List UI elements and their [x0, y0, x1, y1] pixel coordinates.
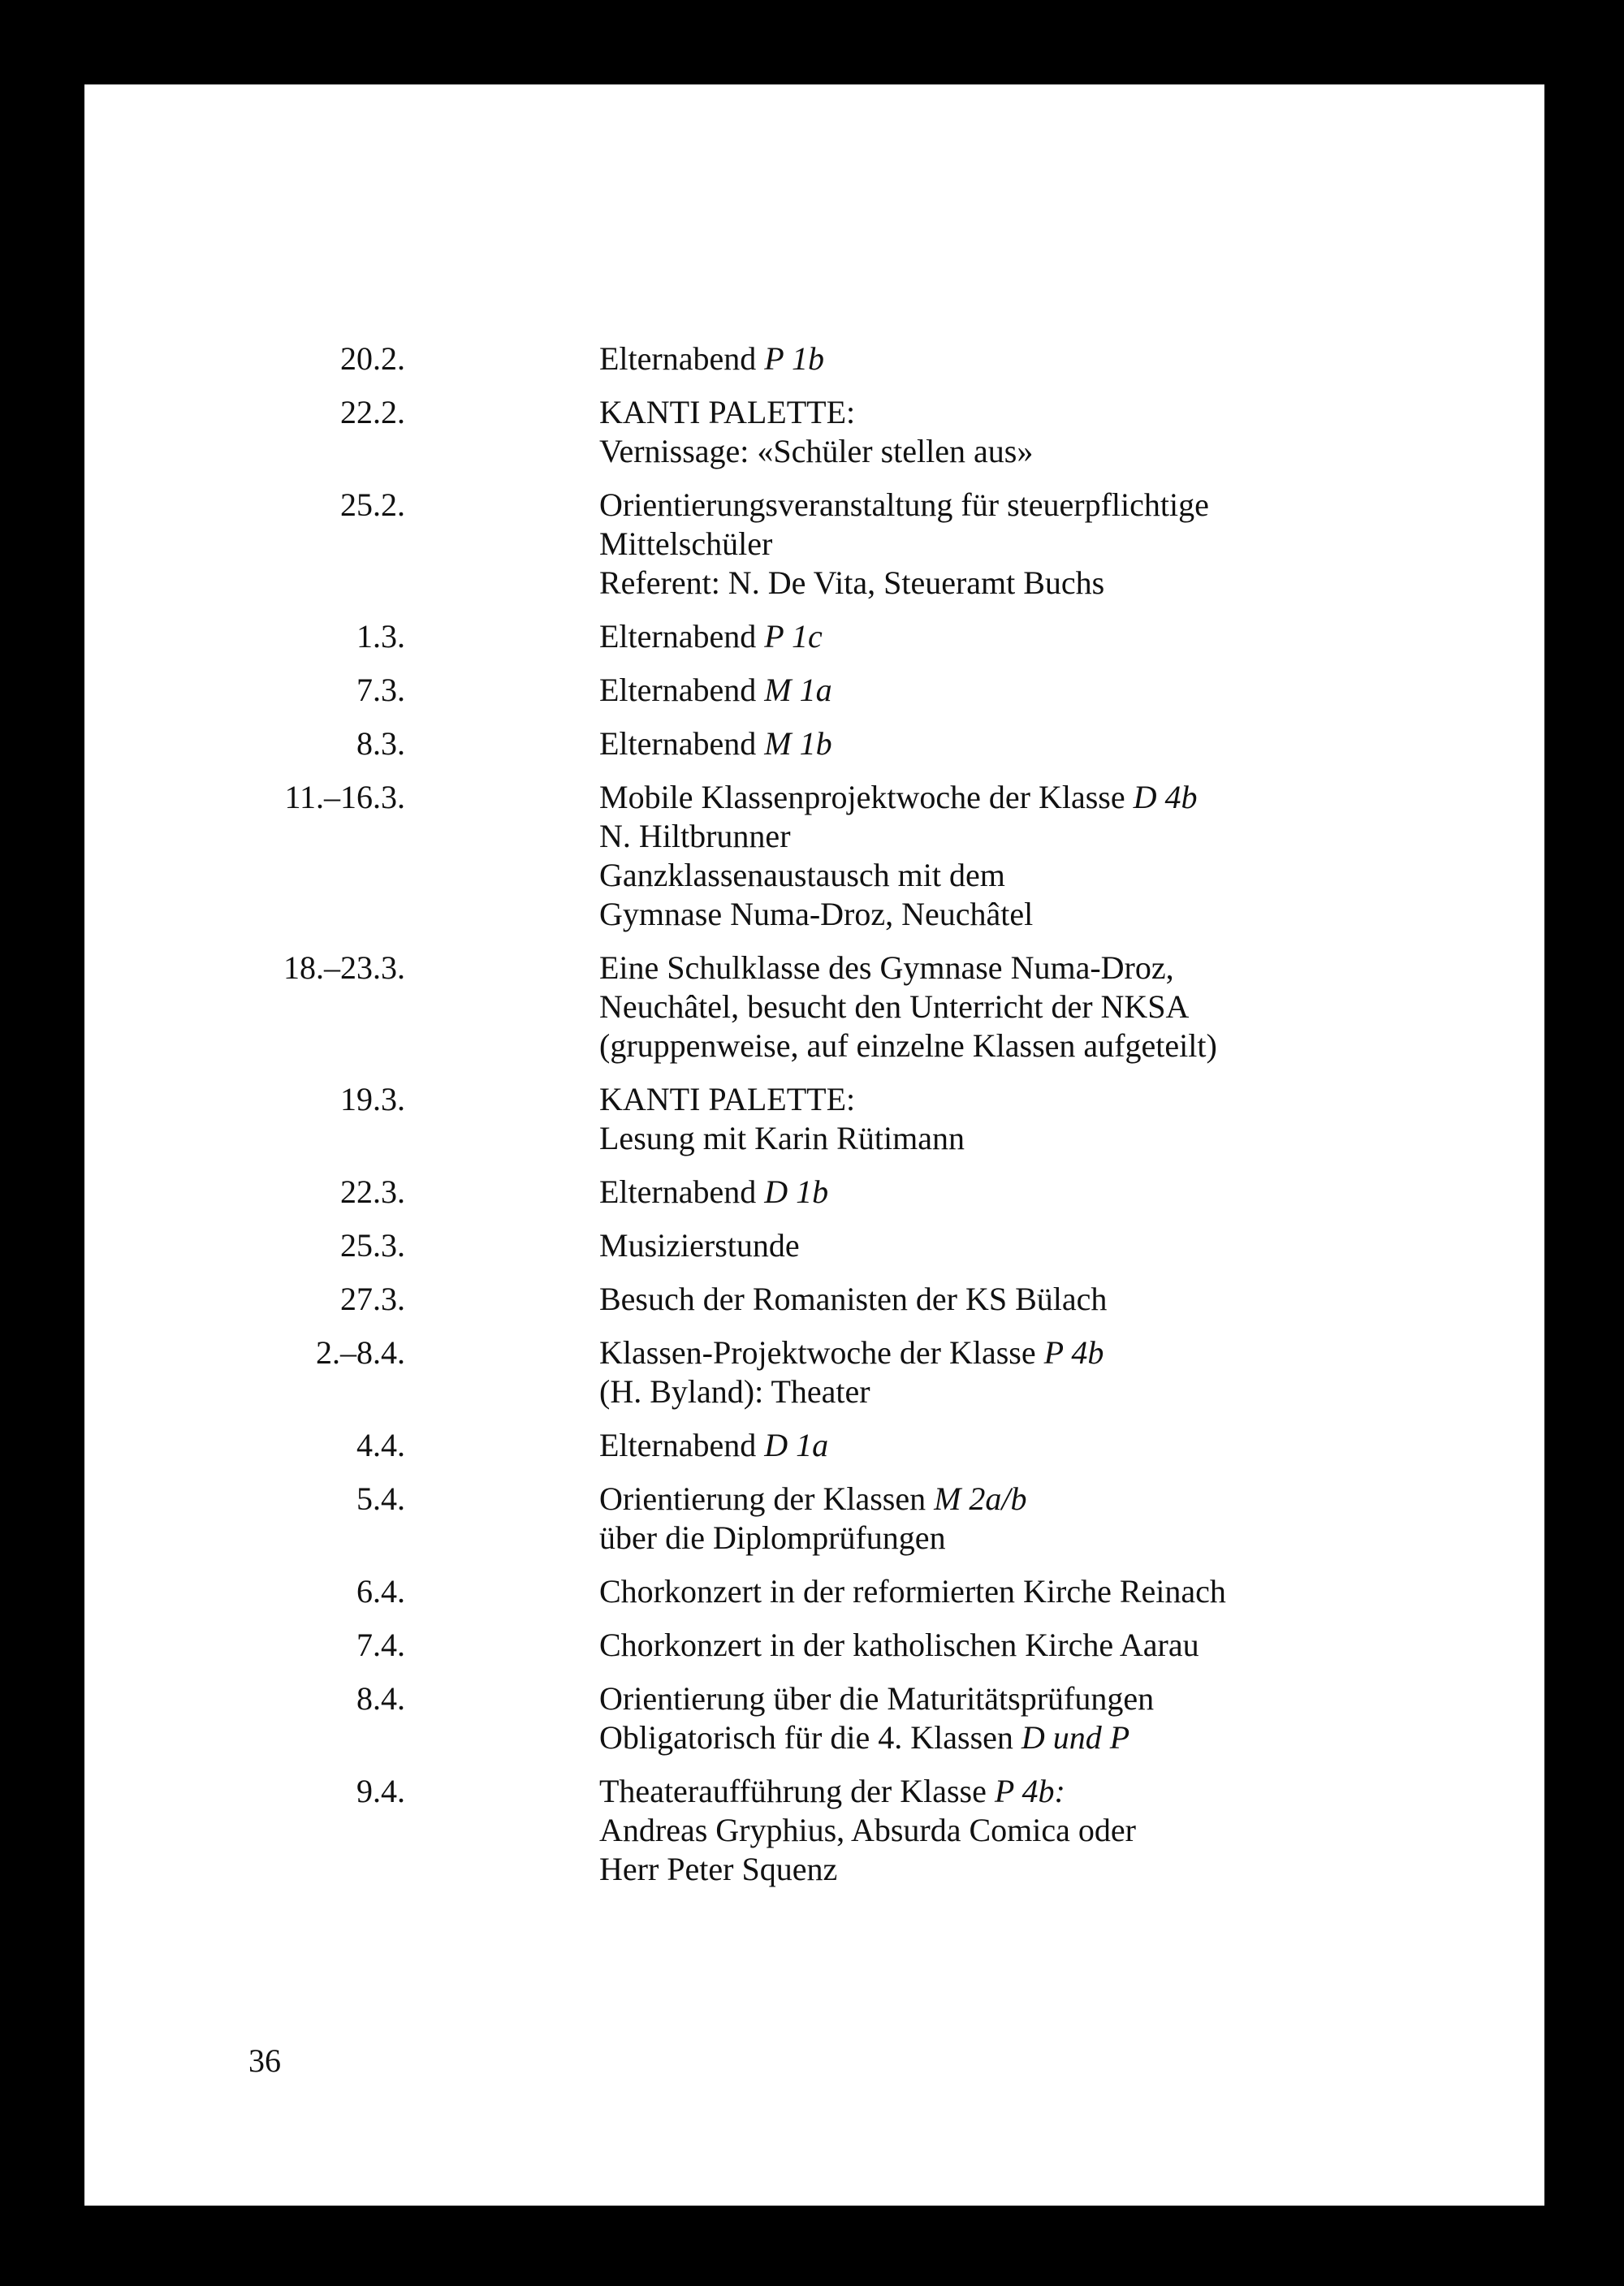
description-text: (H. Byland): Theater: [599, 1373, 870, 1410]
description-line: [599, 949, 1544, 987]
description-text: (gruppenweise, auf einzelne Klassen aufgeteilt): [599, 1027, 1217, 1064]
class-designation: P 1c: [764, 618, 823, 655]
entry-description: [599, 724, 1544, 763]
description-line: [599, 339, 1544, 378]
entry-description: [599, 1772, 1544, 1889]
entry-date: 19.3.: [340, 1081, 405, 1117]
entry-date: 20.2.: [340, 340, 405, 377]
description-line: [599, 1372, 1544, 1411]
description-text: N. Hiltbrunner: [599, 818, 791, 854]
schedule-entry: [84, 1572, 1544, 1611]
entry-description: [599, 778, 1544, 934]
description-line: [599, 486, 1544, 525]
schedule-entry: [84, 1626, 1544, 1665]
description-line: [599, 987, 1544, 1026]
event-schedule: [84, 339, 1544, 1904]
schedule-entry: [84, 1173, 1544, 1212]
entry-date: 1.3.: [356, 618, 405, 655]
description-text: Eine Schulklasse des Gymnase Numa-Droz,: [599, 949, 1174, 986]
description-text: Gymnase Numa-Droz, Neuchâtel: [599, 896, 1034, 932]
entry-description: [599, 1679, 1544, 1757]
schedule-entry: [84, 486, 1544, 603]
description-text: Elternabend: [599, 618, 765, 655]
description-line: [599, 393, 1544, 432]
entry-description: [599, 339, 1544, 378]
entry-description: [599, 1480, 1544, 1558]
description-text: Ganzklassenaustausch mit dem: [599, 857, 1005, 893]
entry-description: [599, 1226, 1544, 1265]
description-text: Theateraufführung der Klasse: [599, 1773, 995, 1809]
entry-date: 27.3.: [340, 1281, 405, 1317]
schedule-entry: [84, 339, 1544, 378]
schedule-entry: [84, 1426, 1544, 1465]
entry-date: 6.4.: [356, 1573, 405, 1610]
description-line: [599, 1173, 1544, 1212]
schedule-entry: [84, 1280, 1544, 1319]
description-line: [599, 1718, 1544, 1757]
entry-description: [599, 1333, 1544, 1411]
entry-description: [599, 1426, 1544, 1465]
class-designation: M 1b: [764, 725, 832, 762]
entry-description: [599, 671, 1544, 710]
description-line: [599, 778, 1544, 817]
entry-date: 4.4.: [356, 1427, 405, 1463]
description-text: Herr Peter Squenz: [599, 1851, 838, 1887]
entry-date: 25.3.: [340, 1227, 405, 1264]
entry-description: [599, 949, 1544, 1065]
description-line: [599, 1626, 1544, 1665]
entry-description: [599, 1080, 1544, 1158]
schedule-entry: [84, 617, 1544, 656]
description-text: Vernissage: «Schüler stellen aus»: [599, 433, 1034, 469]
description-line: [599, 1333, 1544, 1372]
description-line: [599, 1811, 1544, 1850]
schedule-entry: [84, 671, 1544, 710]
description-line: [599, 1679, 1544, 1718]
description-line: [599, 1026, 1544, 1065]
entry-date: 8.3.: [356, 725, 405, 762]
class-designation: M 1a: [764, 672, 832, 708]
description-text: über die Diplomprüfungen: [599, 1519, 946, 1556]
description-line: [599, 817, 1544, 856]
description-text: Obligatorisch für die 4. Klassen: [599, 1719, 1021, 1756]
description-line: [599, 1772, 1544, 1811]
description-line: [599, 1226, 1544, 1265]
description-text: Referent: N. De Vita, Steueramt Buchs: [599, 564, 1105, 601]
description-line: [599, 1572, 1544, 1611]
description-line: [599, 1519, 1544, 1558]
entry-date: 11.–16.3.: [284, 779, 405, 815]
entry-description: [599, 1572, 1544, 1611]
description-text: Mittelschüler: [599, 525, 773, 562]
document-page: [84, 84, 1544, 2206]
description-text: Orientierung der Klassen: [599, 1480, 935, 1517]
entry-date: 25.2.: [340, 486, 405, 523]
class-designation: P 4b:: [994, 1773, 1065, 1809]
schedule-entry: [84, 1333, 1544, 1411]
schedule-entry: [84, 1679, 1544, 1757]
description-text: Lesung mit Karin Rütimann: [599, 1120, 965, 1156]
schedule-entry: [84, 1226, 1544, 1265]
description-text: Neuchâtel, besucht den Unterricht der NKSA: [599, 988, 1190, 1025]
entry-date: 2.–8.4.: [316, 1334, 405, 1371]
description-line: [599, 724, 1544, 763]
entry-date: 18.–23.3.: [283, 949, 405, 986]
description-line: [599, 1850, 1544, 1889]
description-text: Orientierungsveranstaltung für steuerpflichtige: [599, 486, 1209, 523]
entry-description: [599, 1626, 1544, 1665]
entry-description: [599, 486, 1544, 603]
class-designation: M 2a/b: [934, 1480, 1027, 1517]
class-designation: P 1b: [764, 340, 824, 377]
description-text: Chorkonzert in der katholischen Kirche Aarau: [599, 1627, 1199, 1663]
schedule-entry: [84, 393, 1544, 471]
entry-description: [599, 617, 1544, 656]
description-text: KANTI PALETTE:: [599, 1081, 856, 1117]
description-line: [599, 1080, 1544, 1119]
description-text: Andreas Gryphius, Absurda Comica oder: [599, 1812, 1136, 1848]
description-text: KANTI PALETTE:: [599, 394, 856, 430]
description-text: Elternabend: [599, 725, 765, 762]
description-text: Mobile Klassenprojektwoche der Klasse: [599, 779, 1134, 815]
description-text: Klassen-Projektwoche der Klasse: [599, 1334, 1044, 1371]
description-text: Elternabend: [599, 340, 765, 377]
description-line: [599, 856, 1544, 895]
description-text: Chorkonzert in der reformierten Kirche Reinach: [599, 1573, 1226, 1610]
description-line: [599, 525, 1544, 564]
description-line: [599, 671, 1544, 710]
description-text: Elternabend: [599, 1173, 765, 1210]
description-text: Besuch der Romanisten der KS Bülach: [599, 1281, 1108, 1317]
description-line: [599, 1280, 1544, 1319]
class-designation: D 4b: [1133, 779, 1198, 815]
schedule-entry: [84, 1480, 1544, 1558]
description-text: Orientierung über die Maturitätsprüfungen: [599, 1680, 1155, 1717]
class-designation: D 1a: [764, 1427, 829, 1463]
entry-date: 7.4.: [356, 1627, 405, 1663]
schedule-entry: [84, 949, 1544, 1065]
class-designation: P 4b: [1043, 1334, 1104, 1371]
description-line: [599, 617, 1544, 656]
description-line: [599, 432, 1544, 471]
schedule-entry: [84, 1772, 1544, 1889]
schedule-entry: [84, 1080, 1544, 1158]
entry-description: [599, 1173, 1544, 1212]
description-line: [599, 1480, 1544, 1519]
entry-date: 22.3.: [340, 1173, 405, 1210]
description-line: [599, 1119, 1544, 1158]
entry-description: [599, 393, 1544, 471]
entry-date: 22.2.: [340, 394, 405, 430]
entry-description: [599, 1280, 1544, 1319]
description-text: Musizierstunde: [599, 1227, 800, 1264]
entry-date: 5.4.: [356, 1480, 405, 1517]
description-text: Elternabend: [599, 672, 765, 708]
class-designation: D 1b: [764, 1173, 829, 1210]
entry-date: 9.4.: [356, 1773, 405, 1809]
schedule-entry: [84, 724, 1544, 763]
schedule-entry: [84, 778, 1544, 934]
description-line: [599, 895, 1544, 934]
description-text: Elternabend: [599, 1427, 765, 1463]
entry-date: 8.4.: [356, 1680, 405, 1717]
description-line: [599, 564, 1544, 603]
class-designation: D und P: [1021, 1719, 1130, 1756]
description-line: [599, 1426, 1544, 1465]
page-number: 36: [248, 2042, 281, 2079]
entry-date: 7.3.: [356, 672, 405, 708]
